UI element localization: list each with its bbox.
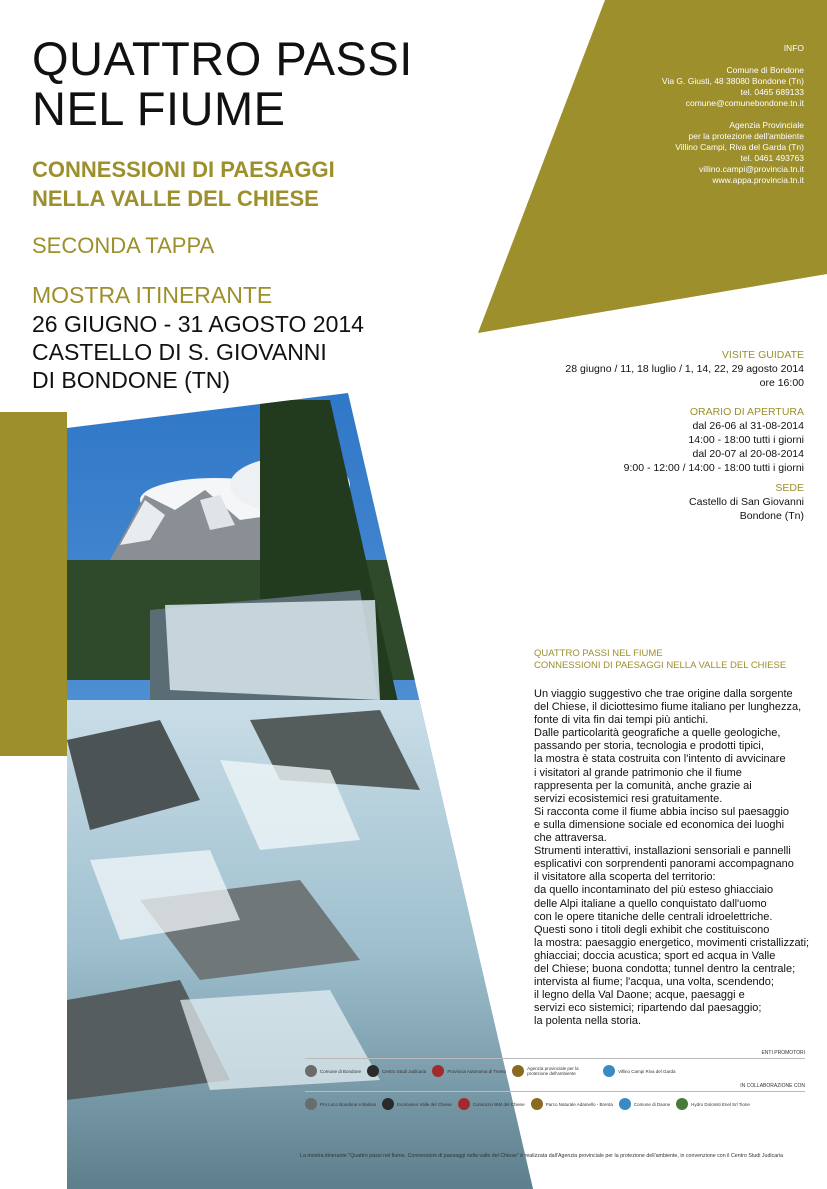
logo-emblem-icon bbox=[305, 1065, 317, 1077]
description-line: da quello incontaminato del più esteso ghiacciaio bbox=[534, 884, 774, 897]
guided-visits-heading: VISITE GUIDATE bbox=[721, 349, 804, 361]
logo-label: Provincia Autonoma di Trento bbox=[447, 1068, 507, 1074]
promoters-logo bbox=[512, 1065, 597, 1077]
main-title-line2: NEL FIUME bbox=[32, 82, 286, 135]
agenzia-phone: tel. 0461 493763 bbox=[740, 153, 804, 163]
gold-triangle-left bbox=[0, 412, 67, 756]
logo-label: Centro Studi Judicaria bbox=[382, 1068, 427, 1074]
venue-line2: Bondone (Tn) bbox=[739, 510, 804, 522]
description-line: del Chiese; buona condotta; tunnel dentro la centrale; bbox=[534, 962, 796, 975]
description-line: passando per storia, tecnologia e prodotti tipici, bbox=[534, 740, 764, 753]
description-line: Si racconta come il fiume abbia inciso sul paesaggio bbox=[534, 805, 789, 818]
guided-visits bbox=[504, 348, 804, 390]
description-line: intervista al fiume; l'acqua, una volta, scendendo; bbox=[534, 976, 774, 989]
description-line: del Chiese, il diciottesimo fiume italiano per lunghezza, bbox=[534, 701, 802, 714]
description-heading2: CONNESSIONI DI PAESAGGI NELLA VALLE DEL CHIESE bbox=[534, 660, 787, 671]
description-line: il legno della Val Daone; acque, paesaggi e bbox=[534, 989, 745, 1002]
logo-label: Agenzia provinciale per la protezione dell'ambiente bbox=[527, 1066, 579, 1076]
opening-hours bbox=[504, 405, 804, 475]
promoters-label: ENTI PROMOTORI bbox=[761, 1050, 805, 1056]
description-line: il visitatore alla scoperta del territorio: bbox=[534, 871, 716, 884]
description bbox=[534, 648, 819, 1028]
opening-hours-line2: 14:00 - 18:00 tutti i giorni bbox=[688, 434, 804, 446]
logo-label: Villino Campi Riva del Garda bbox=[618, 1068, 676, 1074]
collaborators-label: IN COLLABORAZIONE CON bbox=[740, 1083, 805, 1089]
logo-label: Ecomuseo Valle del Chiese bbox=[397, 1101, 452, 1107]
description-line: delle Alpi italiane a quello conquistato dall'uomo bbox=[534, 897, 767, 910]
exhibition-venue-line2: DI BONDONE (TN) bbox=[32, 367, 231, 393]
agenzia-email[interactable]: villino.campi@provincia.tn.it bbox=[698, 164, 804, 174]
logo-label: Hydro Dolomiti Enel Srl Tione bbox=[691, 1101, 750, 1107]
opening-hours-heading: ORARIO DI APERTURA bbox=[689, 406, 804, 418]
promoters-logo bbox=[603, 1065, 675, 1077]
description-line: Un viaggio suggestivo che trae origine dalla sorgente bbox=[534, 688, 793, 700]
comune-email[interactable]: comune@comunebondone.tn.it bbox=[685, 98, 804, 108]
promoters-logo bbox=[432, 1065, 506, 1077]
logo-emblem-icon bbox=[512, 1065, 524, 1077]
logo-emblem-icon bbox=[531, 1098, 543, 1110]
logo-emblem-icon bbox=[432, 1065, 444, 1077]
venue bbox=[504, 481, 804, 523]
description-line: ghiacciai; doccia acustica; sport ed acqua in Valle bbox=[534, 949, 776, 962]
logo-label: Parco Naturale Adamello - Brenta bbox=[545, 1101, 613, 1107]
info-block bbox=[544, 43, 804, 186]
agenzia-name1: Agenzia Provinciale bbox=[729, 120, 804, 130]
description-line: esplicativi con sorprendenti panorami accompagnano bbox=[534, 858, 794, 871]
exhibition-details bbox=[32, 310, 364, 394]
logo-emblem-icon bbox=[382, 1098, 394, 1110]
subtitle-line1: CONNESSIONI DI PAESAGGI bbox=[32, 157, 335, 182]
exhibition-label: MOSTRA ITINERANTE bbox=[32, 282, 273, 308]
description-line: servizi eco sistemici; ripartendo dal paesaggio; bbox=[534, 1002, 762, 1015]
agenzia-name2: per la protezione dell'ambiente bbox=[688, 131, 804, 141]
promoters-logos bbox=[305, 1065, 805, 1077]
collaborators-logo bbox=[676, 1098, 750, 1110]
collaborators-logo bbox=[382, 1098, 452, 1110]
description-line: Strumenti interattivi, installazioni sensoriali e pannelli bbox=[534, 845, 791, 858]
logo-label: Comune di Daone bbox=[633, 1101, 671, 1107]
venue-heading: SEDE bbox=[775, 482, 804, 494]
info-heading: INFO bbox=[783, 43, 804, 53]
comune-name: Comune di Bondone bbox=[726, 65, 804, 75]
description-heading1: QUATTRO PASSI NEL FIUME bbox=[534, 648, 663, 659]
stage-label: SECONDA TAPPA bbox=[32, 233, 215, 258]
logo-label: Pro Loco Bondone e Baitoni bbox=[320, 1101, 377, 1107]
collaborators-logo bbox=[458, 1098, 525, 1110]
collaborators-logo bbox=[619, 1098, 670, 1110]
description-line: la mostra: paesaggio energetico, movimenti cristallizzati; bbox=[534, 936, 810, 949]
logo-emblem-icon bbox=[458, 1098, 470, 1110]
description-line: servizi ecosistemici resi gratuitamente. bbox=[534, 792, 723, 805]
subtitle-line2: NELLA VALLE DEL CHIESE bbox=[32, 186, 319, 211]
subtitle bbox=[32, 155, 335, 213]
guided-visits-time: ore 16:00 bbox=[759, 377, 804, 389]
logo-emblem-icon bbox=[367, 1065, 379, 1077]
logo-emblem-icon bbox=[619, 1098, 631, 1110]
exhibition-dates: 26 GIUGNO - 31 AGOSTO 2014 bbox=[32, 311, 364, 337]
description-line: la mostra è stata costruita con l'intento di avvicinare bbox=[534, 753, 786, 766]
description-line: i visitatori al grande patrimonio che il fiume bbox=[534, 766, 742, 779]
description-line: fonte di vita fin dai tempi più antichi. bbox=[534, 714, 709, 727]
description-line: che attraversa. bbox=[534, 832, 607, 845]
agenzia-address: Villino Campi, Riva del Garda (Tn) bbox=[675, 142, 804, 152]
guided-visits-dates: 28 giugno / 11, 18 luglio / 1, 14, 22, 29 agosto 2014 bbox=[565, 363, 804, 375]
logo-emblem-icon bbox=[603, 1065, 615, 1077]
footer-note: La mostra itinerante "Quattro passi nel fiume. Connessioni di paesaggi nella valle del Chiese" è realizzata dall'Agenzia provinciale per la protezione dell'ambiente, in convenzione con il Centro Studi Judicaria bbox=[300, 1153, 784, 1159]
agenzia-web[interactable]: www.appa.provincia.tn.it bbox=[712, 175, 804, 185]
promoters-logo bbox=[367, 1065, 426, 1077]
logo-label: Consorzio BIM del Chiese bbox=[472, 1101, 525, 1107]
logo-emblem-icon bbox=[676, 1098, 688, 1110]
venue-line1: Castello di San Giovanni bbox=[689, 496, 804, 508]
opening-hours-line3: dal 20-07 al 20-08-2014 bbox=[692, 448, 804, 460]
promoters-logo bbox=[305, 1065, 361, 1077]
description-line: la polenta nella storia. bbox=[534, 1015, 642, 1028]
comune-phone: tel. 0465 689133 bbox=[740, 87, 804, 97]
main-title bbox=[32, 34, 413, 134]
comune-address: Via G. Giusti, 48 38080 Bondone (Tn) bbox=[661, 76, 804, 86]
collaborators-logos bbox=[305, 1098, 805, 1110]
collaborators-logo bbox=[305, 1098, 376, 1110]
description-line: con le opere titaniche delle centrali idroelettriche. bbox=[534, 910, 773, 923]
description-line: rappresenta per la comunità, anche grazie ai bbox=[534, 779, 752, 792]
description-line: Questi sono i titoli degli exhibit che costituiscono bbox=[534, 923, 770, 936]
description-line: e sulla dimensione sociale ed economica dei luoghi bbox=[534, 818, 785, 831]
logo-label: Comune di Bondone bbox=[320, 1068, 362, 1074]
exhibition-venue-line1: CASTELLO DI S. GIOVANNI bbox=[32, 339, 327, 365]
logos-area bbox=[305, 1050, 805, 1110]
main-title-line1: QUATTRO PASSI bbox=[32, 32, 413, 85]
collaborators-logo bbox=[531, 1098, 613, 1110]
description-body bbox=[534, 688, 819, 1028]
opening-hours-line4: 9:00 - 12:00 / 14:00 - 18:00 tutti i giorni bbox=[623, 462, 804, 474]
opening-hours-line1: dal 26-06 al 31-08-2014 bbox=[692, 420, 804, 432]
logo-emblem-icon bbox=[305, 1098, 317, 1110]
description-line: Dalle particolarità geografiche a quelle geologiche, bbox=[534, 727, 781, 740]
